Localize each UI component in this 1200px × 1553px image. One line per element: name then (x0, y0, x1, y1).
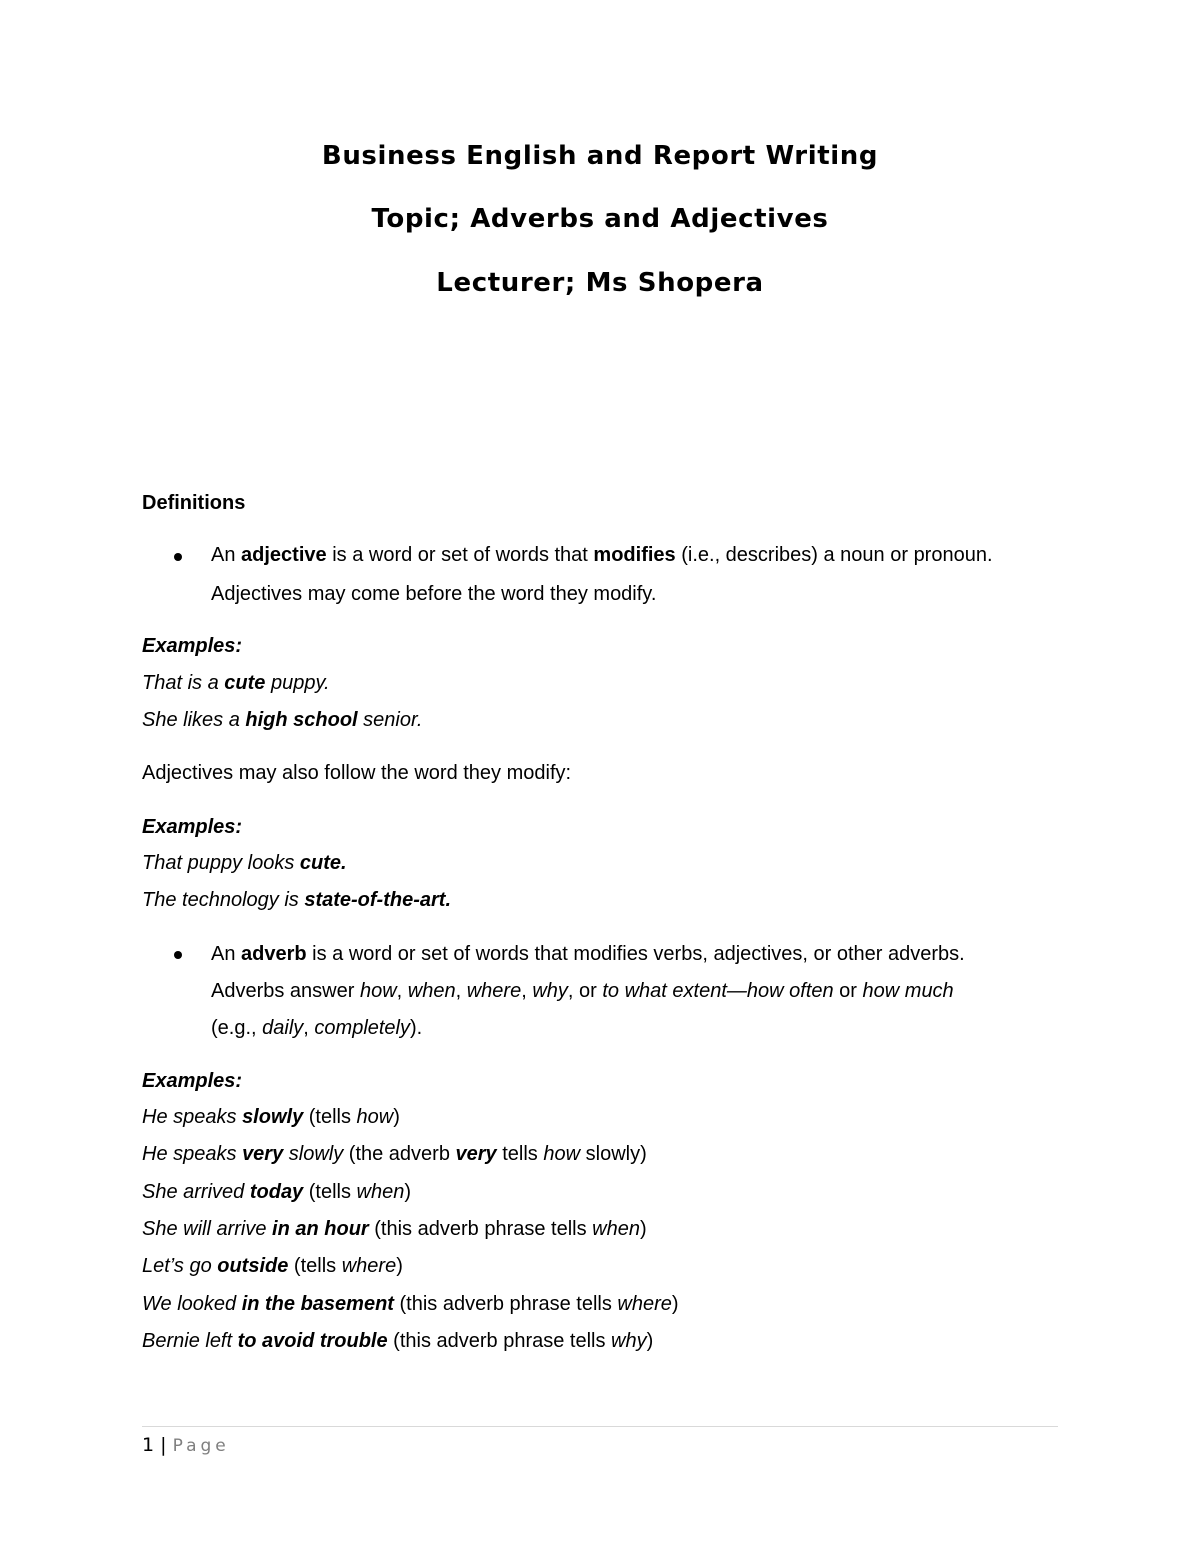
example-line: He speaks very slowly (the adverb very tells how slowly) (142, 1143, 647, 1165)
example-line: Bernie left to avoid trouble (this adverb phrase tells why) (142, 1330, 654, 1352)
adjective-definition-line2: Adjectives may come before the word they modify. (211, 583, 657, 605)
document-topic: Topic; Adverbs and Adjectives (371, 204, 829, 234)
footer-separator: | (154, 1434, 173, 1456)
example-line: That is a cute puppy. (142, 672, 330, 694)
adverb-definition-line3: (e.g., daily, completely). (211, 1017, 423, 1039)
examples-heading: Examples: (142, 635, 243, 657)
example-line: He speaks slowly (tells how) (142, 1106, 400, 1128)
adverb-term: adverb (241, 943, 307, 965)
page-label: Page (172, 1436, 230, 1456)
adverb-definition-line2: Adverbs answer how, when, where, why, or to what extent—how often or how much (211, 980, 954, 1002)
footer-divider (142, 1426, 1058, 1427)
example-line: She arrived today (tells when) (142, 1181, 412, 1203)
definitions-heading: Definitions (142, 492, 246, 514)
page-number: 1 (142, 1434, 155, 1456)
bullet-icon (174, 553, 182, 561)
adjective-term: adjective (241, 544, 327, 566)
adverb-definition-line1: An adverb is a word or set of words that modifies verbs, adjectives, or other adverbs. (211, 943, 965, 965)
document-lecturer: Lecturer; Ms Shopera (436, 268, 764, 298)
example-line: She will arrive in an hour (this adverb phrase tells when) (142, 1218, 647, 1240)
document-title: Business English and Report Writing (321, 141, 879, 171)
adjective-follow-text: Adjectives may also follow the word they modify: (142, 762, 572, 784)
page-footer (142, 1433, 230, 1458)
example-line: She likes a high school senior. (142, 709, 423, 731)
example-line: That puppy looks cute. (142, 852, 347, 874)
example-line: We looked in the basement (this adverb phrase tells where) (142, 1293, 679, 1315)
example-line: Let’s go outside (tells where) (142, 1255, 403, 1277)
adjective-definition-line1: An adjective is a word or set of words that modifies (i.e., describes) a noun or pronoun. (211, 544, 993, 566)
examples-heading: Examples: (142, 1070, 243, 1092)
examples-heading: Examples: (142, 816, 243, 838)
example-line: The technology is state-of-the-art. (142, 889, 451, 911)
bullet-icon (174, 951, 182, 959)
modifies-term: modifies (593, 544, 676, 566)
